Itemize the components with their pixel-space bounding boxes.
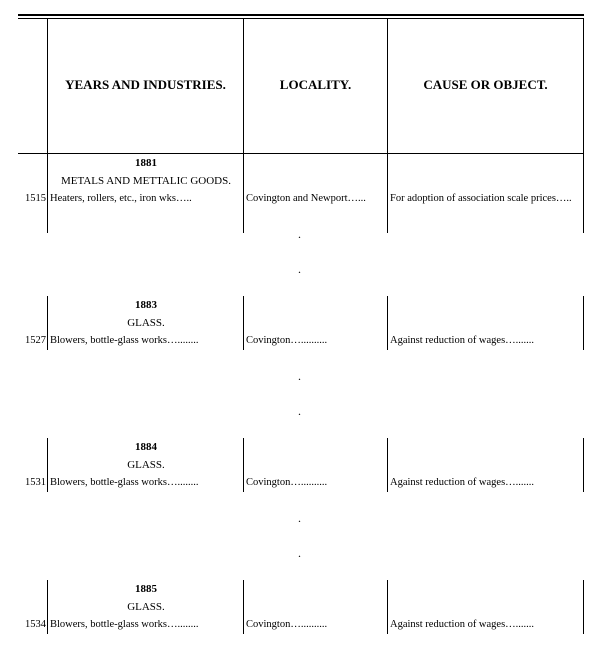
top-rule-inner <box>18 18 584 19</box>
row-divider <box>583 154 584 233</box>
cause-cell: Against reduction of wages…....... <box>390 619 535 630</box>
column-header-years: YEARS AND INDUSTRIES. <box>65 77 226 92</box>
industry-section: GLASS. <box>127 317 165 329</box>
row-divider <box>387 438 388 492</box>
industry-cell: Blowers, bottle-glass works…........ <box>50 619 199 630</box>
row-divider <box>583 580 584 634</box>
header-divider-3 <box>583 18 584 154</box>
row-number: 1534 <box>25 619 46 630</box>
ellipsis-dot: . <box>298 546 301 560</box>
row-number: 1527 <box>25 335 46 346</box>
ellipsis-dot: . <box>298 511 301 525</box>
year-heading: 1884 <box>135 441 157 453</box>
industry-section: GLASS. <box>127 459 165 471</box>
column-header-cause: CAUSE OR OBJECT. <box>423 77 548 92</box>
ellipsis-dot: . <box>298 227 301 241</box>
locality-cell: Covington and Newport…... <box>246 193 366 204</box>
top-rule-outer <box>18 14 584 16</box>
header-bottom-rule <box>18 153 584 154</box>
row-number: 1515 <box>25 193 46 204</box>
row-divider <box>387 296 388 350</box>
locality-cell: Covington….......... <box>246 477 328 488</box>
row-number: 1531 <box>25 477 46 488</box>
row-divider <box>583 438 584 492</box>
row-divider <box>583 296 584 350</box>
ellipsis-dot: . <box>298 369 301 383</box>
industry-cell: Heaters, rollers, etc., iron wks….. <box>50 193 192 204</box>
year-heading: 1883 <box>135 299 157 311</box>
year-heading: 1885 <box>135 583 157 595</box>
locality-cell: Covington….......... <box>246 619 328 630</box>
row-divider <box>387 580 388 634</box>
row-divider <box>387 154 388 233</box>
industry-cell: Blowers, bottle-glass works…........ <box>50 335 199 346</box>
cause-cell: For adoption of association scale prices….. <box>390 193 572 204</box>
locality-cell: Covington….......... <box>246 335 328 346</box>
cause-cell: Against reduction of wages…....... <box>390 477 535 488</box>
cause-cell: Against reduction of wages…....... <box>390 335 535 346</box>
industry-cell: Blowers, bottle-glass works…........ <box>50 477 199 488</box>
industry-section: GLASS. <box>127 601 165 613</box>
ellipsis-dot: . <box>298 262 301 276</box>
industry-section: METALS AND METTALIC GOODS. <box>61 175 231 187</box>
column-header-locality: LOCALITY. <box>279 77 352 92</box>
year-heading: 1881 <box>135 157 157 169</box>
ellipsis-dot: . <box>298 404 301 418</box>
